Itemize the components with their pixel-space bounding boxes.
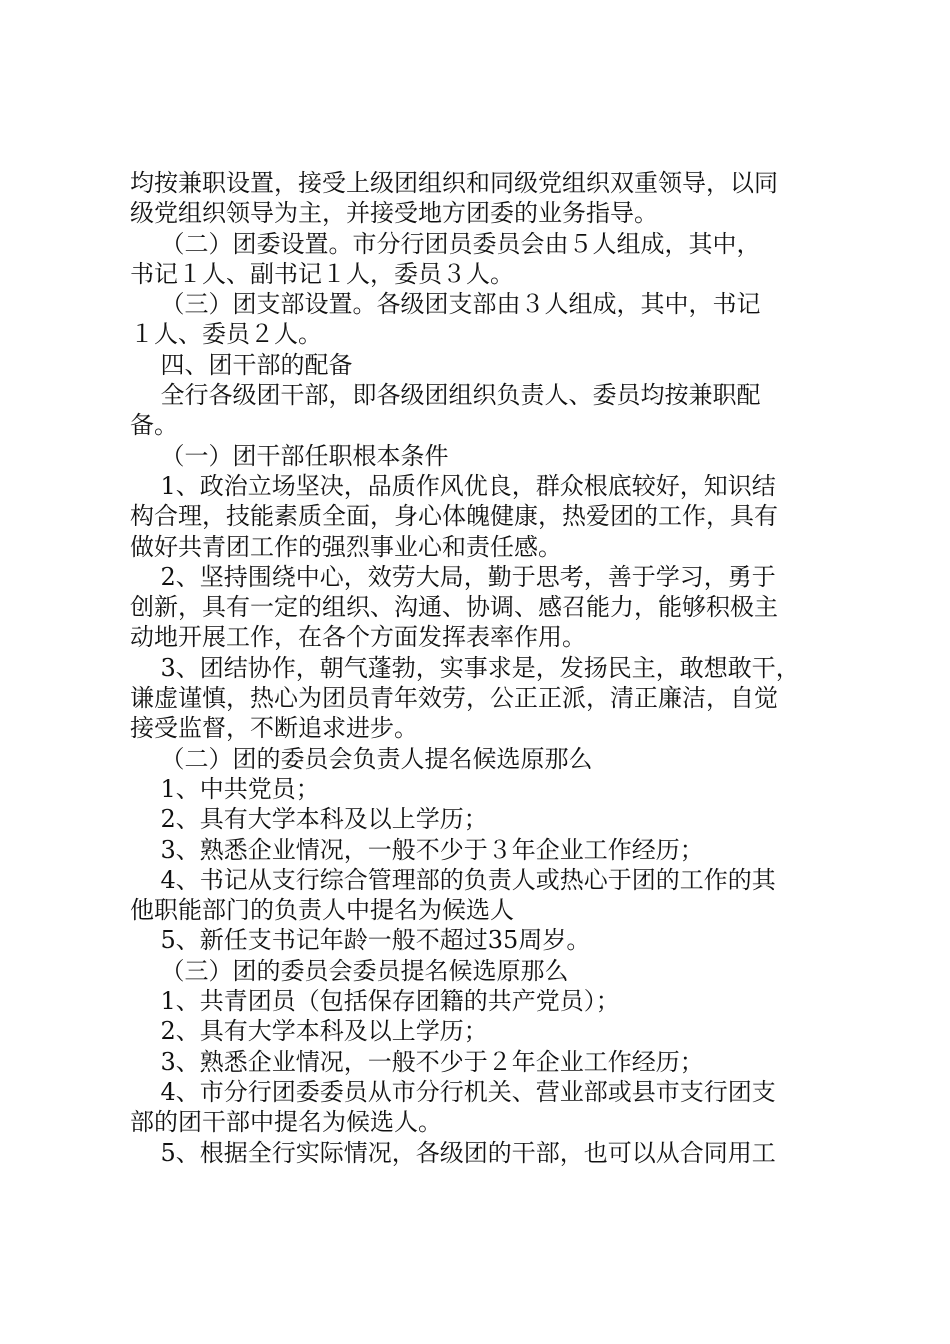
text-line: 2、具有大学本科及以上学历；: [130, 805, 488, 834]
text-line: 部的团干部中提名为候选人。: [130, 1108, 442, 1137]
text-line: 构合理，技能素质全面，身心体魄健康，热爱团的工作，具有: [130, 502, 778, 531]
text-line: 创新，具有一定的组织、沟通、协调、感召能力，能够积极主: [130, 593, 778, 622]
text-line: 1、政治立场坚决，品质作风优良，群众根底较好，知识结: [130, 471, 776, 500]
text-line: （三）团支部设置。各级团支部由３人组成，其中，书记: [130, 290, 761, 319]
text-line: 他职能部门的负责人中提名为候选人: [130, 896, 514, 925]
text-line: 做好共青团工作的强烈事业心和责任感。: [130, 532, 562, 561]
text-line: 动地开展工作，在各个方面发挥表率作用。: [130, 623, 586, 652]
subsection-heading: （二）团的委员会负责人提名候选原那么: [130, 744, 593, 773]
text-line: 2、具有大学本科及以上学历；: [130, 1017, 488, 1046]
text-line: 2、坚持围绕中心，效劳大局，勤于思考，善于学习，勇于: [130, 562, 776, 591]
text-line: 1、共青团员（包括保存团籍的共产党员）；: [130, 987, 620, 1016]
text-line: 均按兼职设置，接受上级团组织和同级党组织双重领导，以同: [130, 169, 778, 197]
text-line: 4、市分行团委委员从市分行机关、营业部或县市支行团支: [130, 1077, 776, 1106]
text-line: 接受监督，不断追求进步。: [130, 714, 418, 743]
text-line: 1、中共党员；: [130, 774, 320, 803]
text-line: 3、团结协作，朝气蓬勃，实事求是，发扬民主，敢想敢干，: [130, 653, 800, 682]
text-line: 备。: [130, 411, 178, 440]
text-line: 谦虚谨慎，热心为团员青年效劳，公正正派，清正廉洁，自觉: [130, 684, 778, 713]
text-line: 4、书记从支行综合管理部的负责人或热心于团的工作的其: [130, 865, 776, 894]
subsection-heading: （三）团的委员会委员提名候选原那么: [130, 956, 569, 985]
text-line: 3、熟悉企业情况，一般不少于３年企业工作经历；: [130, 835, 704, 864]
text-line: 全行各级团干部，即各级团组织负责人、委员均按兼职配: [130, 381, 761, 410]
subsection-heading: （一）团干部任职根本条件: [130, 441, 449, 470]
text-line: 书记１人、副书记１人，委员３人。: [130, 259, 514, 288]
text-line: 5、新任支书记年龄一般不超过35周岁。: [130, 926, 591, 955]
text-line: 5、根据全行实际情况，各级团的干部，也可以从合同用工: [130, 1138, 776, 1167]
document-body: [130, 168, 850, 1168]
section-heading: 四、团干部的配备: [130, 350, 353, 379]
text-line: 级党组织领导为主，并接受地方团委的业务指导。: [130, 199, 658, 228]
text-line: （二）团委设置。市分行团员委员会由５人组成，其中，: [130, 229, 761, 258]
text-line: １人、委员２人。: [130, 320, 322, 349]
text-line: 3、熟悉企业情况，一般不少于２年企业工作经历；: [130, 1047, 704, 1076]
